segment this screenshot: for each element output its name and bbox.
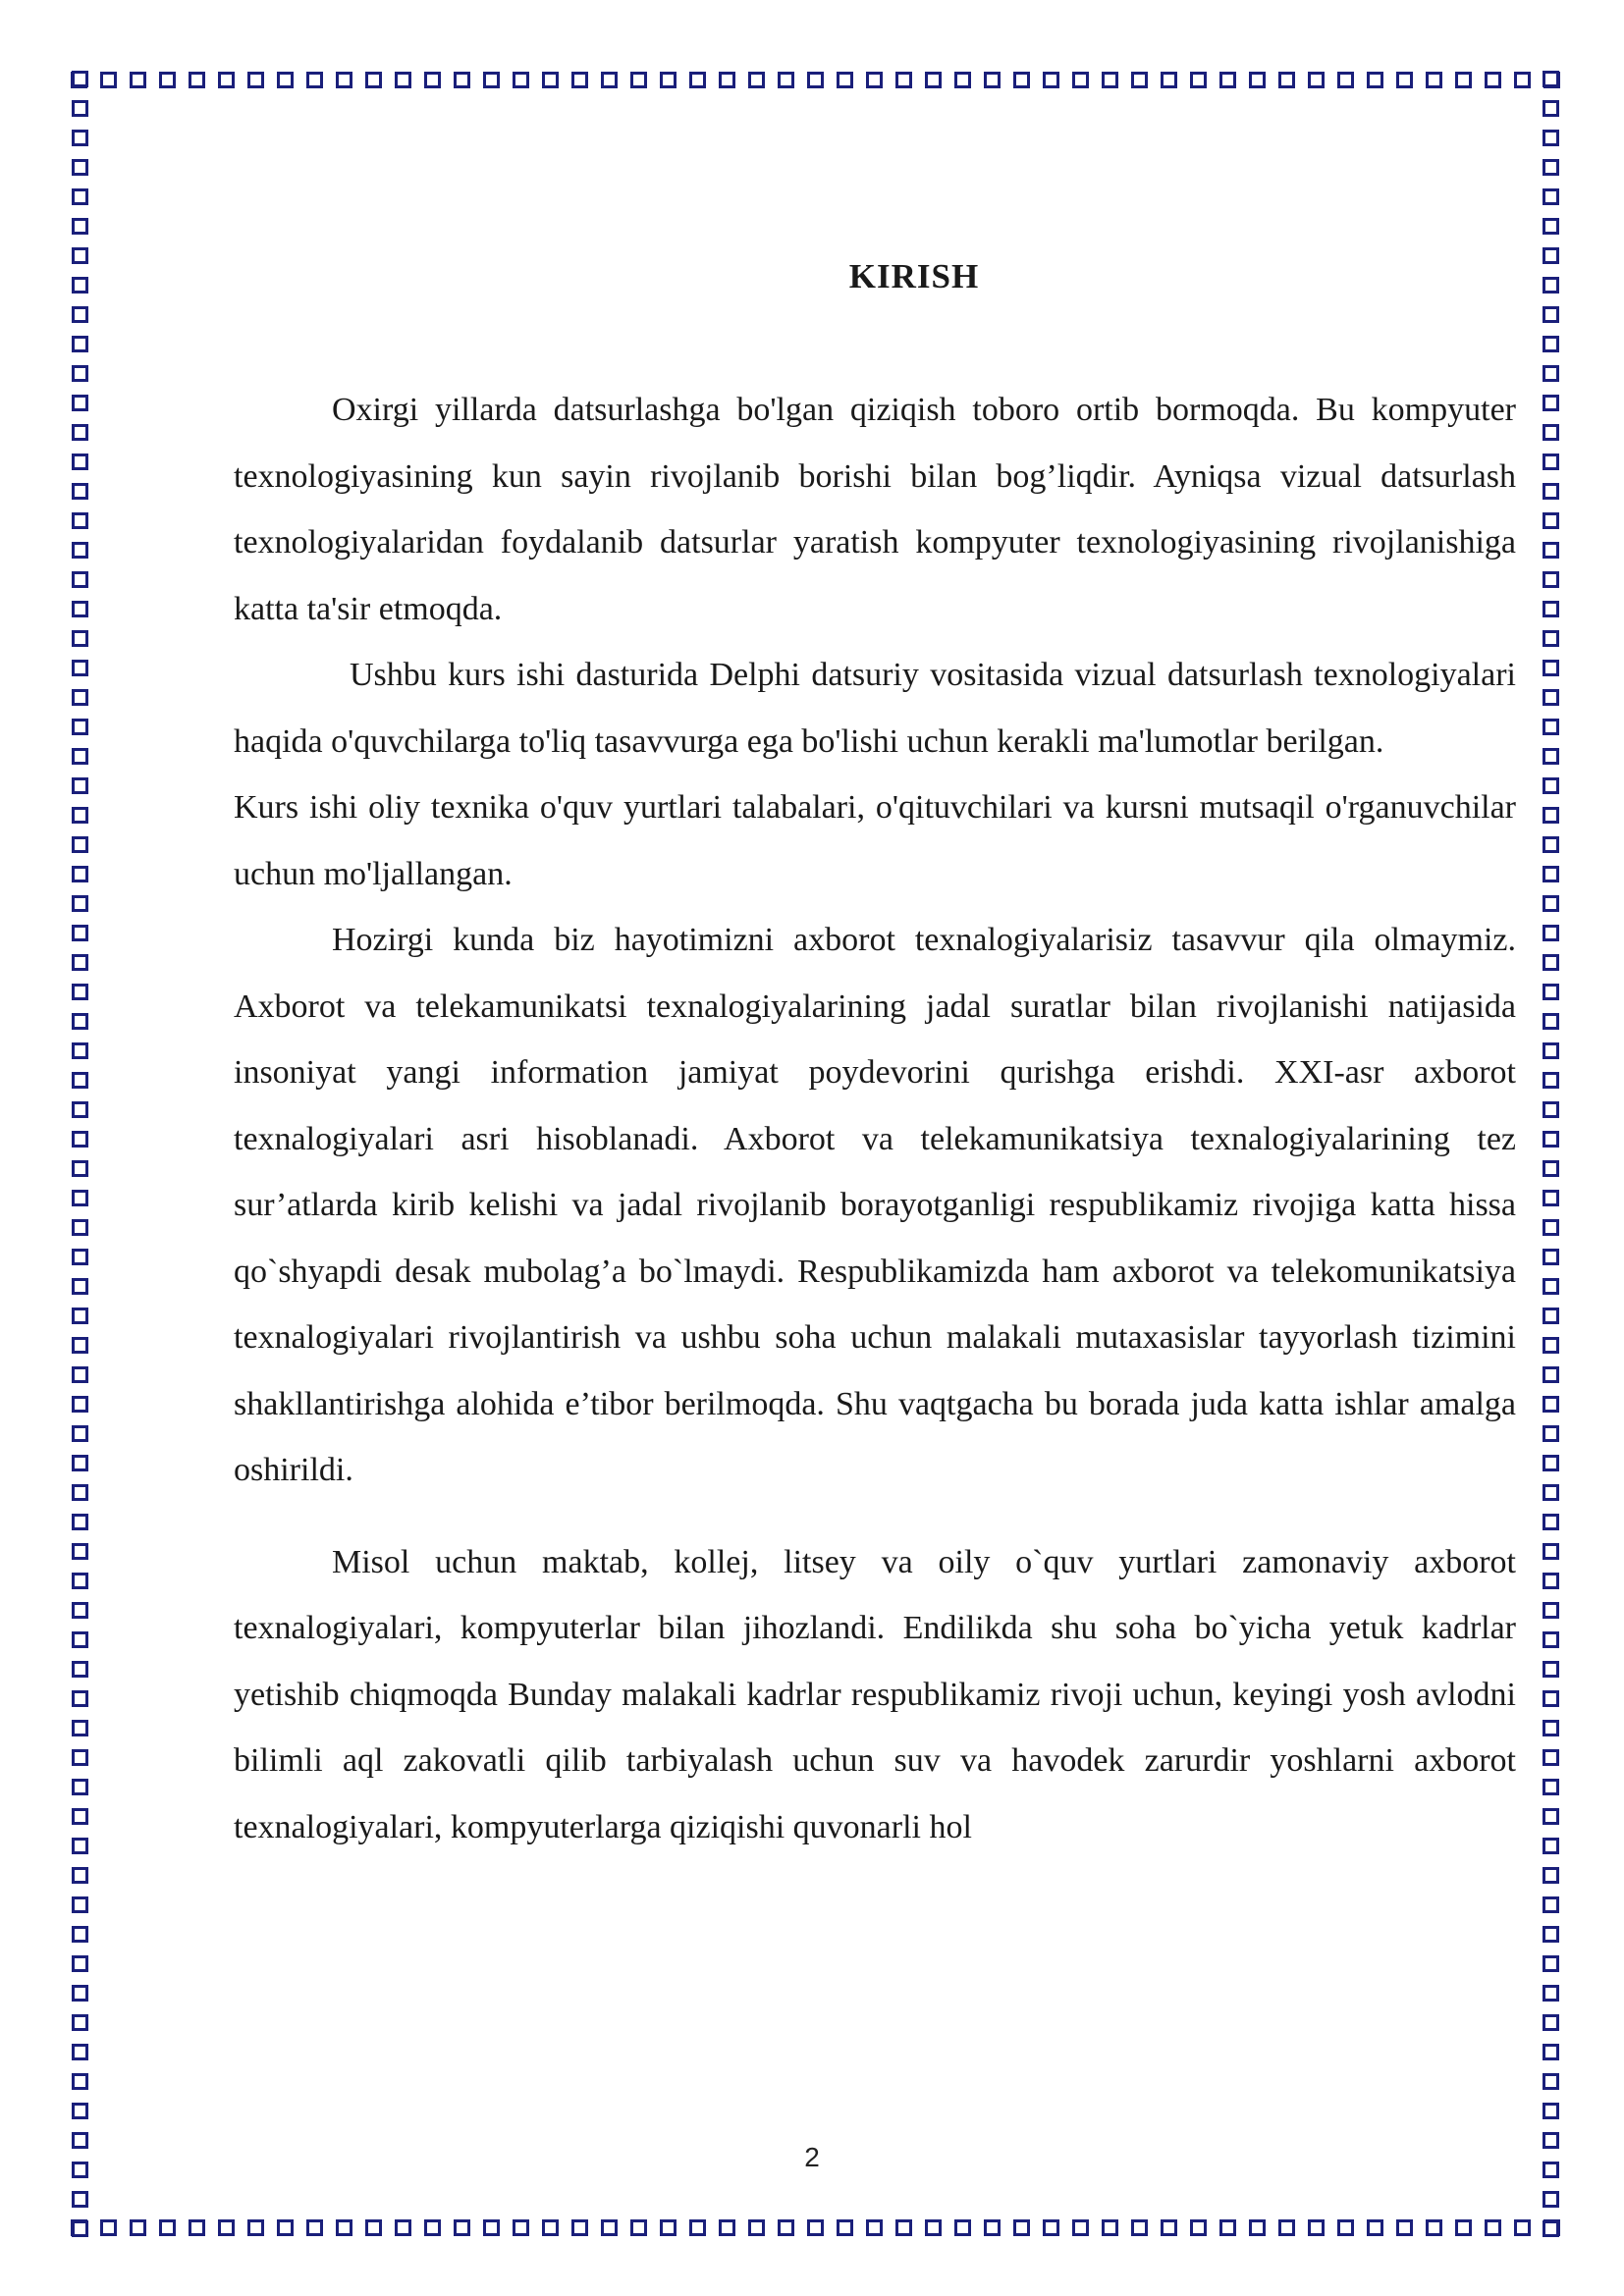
border-tile (837, 2219, 853, 2236)
border-tile (513, 72, 529, 88)
border-tile (277, 72, 294, 88)
border-tile (72, 100, 88, 117)
border-tile (72, 601, 88, 617)
border-tile (1543, 1366, 1559, 1383)
border-tile (1514, 72, 1531, 88)
border-tile (1543, 1543, 1559, 1560)
page-border-top (65, 65, 1567, 96)
border-tile (454, 2219, 470, 2236)
border-tile (1219, 72, 1236, 88)
border-tile (72, 1190, 88, 1206)
border-tile (1543, 954, 1559, 971)
border-tile (1102, 2219, 1118, 2236)
border-tile (72, 954, 88, 971)
border-tile (1043, 72, 1059, 88)
border-tile (1013, 72, 1030, 88)
border-tile (72, 1749, 88, 1766)
border-tile (601, 2219, 618, 2236)
border-tile (1543, 188, 1559, 205)
border-tile (1543, 159, 1559, 176)
border-tile (72, 984, 88, 1000)
border-tile (1543, 1720, 1559, 1736)
border-tile (1337, 2219, 1354, 2236)
border-tile (72, 1455, 88, 1471)
border-tile (336, 2219, 352, 2236)
border-tile (72, 777, 88, 794)
border-tile (1543, 247, 1559, 264)
border-tile (1543, 424, 1559, 441)
border-tile (1543, 2103, 1559, 2119)
border-tile (1543, 689, 1559, 706)
border-tile (130, 72, 146, 88)
border-tile (748, 72, 765, 88)
border-tile (630, 72, 647, 88)
border-tile (1190, 2219, 1207, 2236)
border-tile (925, 2219, 942, 2236)
border-tile (72, 1514, 88, 1530)
border-tile (72, 2220, 88, 2237)
border-tile (483, 72, 500, 88)
border-tile (1543, 512, 1559, 529)
border-tile (513, 2219, 529, 2236)
border-tile (72, 1278, 88, 1295)
border-tile (1543, 2220, 1559, 2237)
border-tile (72, 218, 88, 235)
border-tile (1543, 1278, 1559, 1295)
border-tile (1543, 100, 1559, 117)
border-tile (72, 630, 88, 647)
border-tile (1396, 2219, 1413, 2236)
border-tile (72, 71, 88, 87)
border-tile (1013, 2219, 1030, 2236)
border-tile (72, 807, 88, 824)
border-tile (72, 1337, 88, 1354)
border-tile (1543, 71, 1559, 87)
border-tile (1543, 1631, 1559, 1648)
border-tile (72, 1396, 88, 1413)
border-tile (365, 72, 382, 88)
border-tile (1543, 1867, 1559, 1884)
paragraph-5: Misol uchun maktab, kollej, litsey va oily o`quv yurtlari zamonaviy axborot texnalogiyalari, kompyuterlar bilan jihozlandi. Endilikda shu soha bo`yicha yetuk kadrlar yetishib chiqmoqda Bunday malakali kadrlar respublikamiz rivoji uchun, keyingi yosh avlodni bilimli aql zakovatli qilib tarbiyalash uchun suv va havodek zarurdir yoshlarni axborot texnalogiyalari, kompyuterlarga qiziqishi quvonarli hol (234, 1543, 1516, 1845)
border-tile (1543, 1425, 1559, 1442)
border-tile (1543, 130, 1559, 146)
border-tile (1543, 454, 1559, 470)
border-tile (189, 72, 205, 88)
border-tile (72, 925, 88, 941)
border-tile (1455, 2219, 1472, 2236)
border-tile (866, 2219, 883, 2236)
border-tile (72, 1042, 88, 1059)
border-tile (159, 72, 176, 88)
border-tile (1072, 2219, 1089, 2236)
border-tile (1543, 1749, 1559, 1766)
border-tile (1543, 601, 1559, 617)
border-tile (1543, 1042, 1559, 1059)
border-tile (72, 571, 88, 588)
border-tile (807, 2219, 824, 2236)
paragraph-3: Kurs ishi oliy texnika o'quv yurtlari talabalari, o'qituvchilari va kursni mutsaqil o'rganuvchilar uchun mo'ljallangan. (234, 789, 1516, 892)
border-tile (365, 2219, 382, 2236)
border-tile (72, 1484, 88, 1501)
border-tile (72, 1896, 88, 1913)
border-tile (1543, 218, 1559, 235)
border-tile (72, 2191, 88, 2208)
border-tile (1543, 866, 1559, 882)
border-tile (72, 1779, 88, 1795)
border-tile (1426, 2219, 1442, 2236)
border-tile (1426, 72, 1442, 88)
border-tile (1543, 1013, 1559, 1030)
border-tile (72, 1308, 88, 1324)
border-tile (1543, 1308, 1559, 1324)
border-tile (630, 2219, 647, 2236)
border-tile (1543, 571, 1559, 588)
border-tile (1161, 2219, 1177, 2236)
border-tile (72, 365, 88, 382)
border-tile (72, 1160, 88, 1177)
border-tile (1131, 2219, 1148, 2236)
border-tile (72, 1573, 88, 1589)
border-tile (72, 395, 88, 411)
border-tile (1367, 72, 1383, 88)
border-tile (72, 247, 88, 264)
border-tile (72, 424, 88, 441)
border-tile (1543, 1602, 1559, 1619)
border-tile (72, 1867, 88, 1884)
border-tile (72, 1101, 88, 1118)
border-tile (72, 689, 88, 706)
border-tile (1278, 72, 1295, 88)
border-tile (571, 72, 588, 88)
border-tile (1543, 365, 1559, 382)
border-tile (1543, 1131, 1559, 1148)
border-tile (72, 1985, 88, 2002)
border-tile (954, 2219, 971, 2236)
border-tile (1514, 2219, 1531, 2236)
border-tile (72, 512, 88, 529)
border-tile (1131, 72, 1148, 88)
border-tile (1249, 2219, 1266, 2236)
border-tile (189, 2219, 205, 2236)
border-tile (159, 2219, 176, 2236)
border-tile (1543, 1779, 1559, 1795)
border-tile (1190, 72, 1207, 88)
border-tile (1455, 72, 1472, 88)
border-tile (660, 72, 677, 88)
border-tile (336, 72, 352, 88)
border-tile (72, 1602, 88, 1619)
border-tile (1543, 1661, 1559, 1678)
border-tile (1072, 72, 1089, 88)
border-tile (72, 159, 88, 176)
border-tile (1278, 2219, 1295, 2236)
border-tile (72, 1131, 88, 1148)
border-tile (1543, 1190, 1559, 1206)
border-tile (925, 72, 942, 88)
border-tile (542, 2219, 559, 2236)
paragraph-4: Hozirgi kunda biz hayotimizni axborot texnalogiyalarisiz tasavvur qila olmaymiz. Axborot va telekamunikatsi texnalogiyalarining jadal suratlar bilan rivojlanishi natijasida insoniyat yangi information jamiyat poydevorini qurishga erishdi. XXI-asr axborot texnalogiyalari asri hisoblanadi. Axborot va telekamunikatsiya texnalogiyalarining tez sur’atlarda kirib kelishi va jadal rivojlanib borayotganligi respublikamiz rivojiga katta hissa qo`shyapdi desak mubolag’a bo`lmaydi. Respublikamizda ham axborot va telekomunikatsiya texnalogiyalari rivojlantirish va ushbu soha uchun malakali mutaxasislar tayyorlash tizimini shakllantirishga alohida e’tibor berilmoqda. Shu vaqtgacha bu borada juda katta ishlar amalga oshirildi. (234, 922, 1516, 1488)
border-tile (306, 72, 323, 88)
border-tile (1543, 395, 1559, 411)
border-tile (1543, 2073, 1559, 2090)
border-tile (1308, 2219, 1325, 2236)
border-tile (571, 2219, 588, 2236)
border-tile (1543, 2014, 1559, 2031)
border-tile (807, 72, 824, 88)
border-tile (1543, 984, 1559, 1000)
border-tile (277, 2219, 294, 2236)
border-tile (247, 72, 264, 88)
border-tile (1543, 1160, 1559, 1177)
border-tile (72, 1808, 88, 1825)
paragraph-2: Ushbu kurs ishi dasturida Delphi datsuriy vositasida vizual datsurlash texnologiyalari haqida o'quvchilarga to'liq tasavvurga ega bo'lishi uchun kerakli ma'lumotlar berilgan. (234, 657, 1516, 760)
border-tile (689, 72, 706, 88)
border-tile (1367, 2219, 1383, 2236)
border-tile (1543, 895, 1559, 912)
border-tile (1543, 1101, 1559, 1118)
border-tile (72, 1631, 88, 1648)
border-tile (1543, 777, 1559, 794)
border-tile (72, 130, 88, 146)
page-body (234, 257, 1516, 1860)
border-tile (1396, 72, 1413, 88)
border-tile (1543, 630, 1559, 647)
border-tile (984, 72, 1001, 88)
border-tile (72, 336, 88, 352)
border-tile (1543, 2191, 1559, 2208)
border-tile (778, 72, 794, 88)
border-tile (1543, 748, 1559, 765)
border-tile (719, 72, 735, 88)
border-tile (72, 1366, 88, 1383)
border-tile (72, 1013, 88, 1030)
border-tile (72, 2103, 88, 2119)
border-tile (72, 1690, 88, 1707)
border-tile (72, 1072, 88, 1089)
border-tile (424, 72, 441, 88)
border-tile (1543, 1896, 1559, 1913)
border-tile (1543, 1219, 1559, 1236)
border-tile (72, 1425, 88, 1442)
border-tile (689, 2219, 706, 2236)
border-tile (424, 2219, 441, 2236)
border-tile (72, 1926, 88, 1943)
border-tile (72, 483, 88, 500)
border-tile (1543, 1337, 1559, 1354)
border-tile (1543, 660, 1559, 676)
border-tile (1543, 277, 1559, 294)
border-tile (954, 72, 971, 88)
border-tile (1485, 2219, 1501, 2236)
page-border-left (65, 65, 96, 2244)
border-tile (1543, 1985, 1559, 2002)
border-tile (72, 1219, 88, 1236)
border-tile (72, 1955, 88, 1972)
border-tile (72, 1720, 88, 1736)
border-tile (1043, 2219, 1059, 2236)
border-tile (1543, 306, 1559, 323)
border-tile (72, 2014, 88, 2031)
border-tile (218, 72, 235, 88)
border-tile (1308, 72, 1325, 88)
border-tile (1249, 72, 1266, 88)
border-tile (72, 1249, 88, 1265)
border-tile (72, 866, 88, 882)
border-tile (72, 719, 88, 735)
border-tile (1543, 1514, 1559, 1530)
border-tile (984, 2219, 1001, 2236)
border-tile (542, 72, 559, 88)
border-tile (895, 72, 912, 88)
border-tile (72, 454, 88, 470)
border-tile (1337, 72, 1354, 88)
border-tile (1543, 719, 1559, 735)
page-border-bottom (65, 2213, 1567, 2244)
border-tile (72, 836, 88, 853)
border-tile (1543, 1955, 1559, 1972)
border-tile (483, 2219, 500, 2236)
border-tile (454, 72, 470, 88)
border-tile (1543, 2044, 1559, 2060)
border-tile (1219, 2219, 1236, 2236)
border-tile (72, 542, 88, 559)
border-tile (72, 748, 88, 765)
border-tile (72, 895, 88, 912)
border-tile (1543, 1838, 1559, 1854)
border-tile (72, 188, 88, 205)
border-tile (1543, 1573, 1559, 1589)
border-tile (1543, 836, 1559, 853)
border-tile (72, 277, 88, 294)
border-tile (1543, 336, 1559, 352)
border-tile (1543, 542, 1559, 559)
border-tile (1543, 1926, 1559, 1943)
border-tile (72, 1543, 88, 1560)
border-tile (1543, 1690, 1559, 1707)
border-tile (1102, 72, 1118, 88)
border-tile (72, 1661, 88, 1678)
border-tile (601, 72, 618, 88)
paragraph-1: Oxirgi yillarda datsurlashga bo'lgan qiziqish toboro ortib bormoqda. Bu kompyuter texnologiyasining kun sayin rivojlanib borishi bilan bog’liqdir. Ayniqsa vizual datsurlash texnologiyalaridan foydalanib datsurlar yaratish kompyuter texnologiyasining rivojlanishiga katta ta'sir etmoqda. (234, 392, 1516, 627)
border-tile (866, 72, 883, 88)
border-tile (72, 660, 88, 676)
page-number: 2 (804, 2142, 820, 2172)
border-tile (1543, 483, 1559, 500)
border-tile (660, 2219, 677, 2236)
border-tile (1543, 1072, 1559, 1089)
border-tile (1161, 72, 1177, 88)
border-tile (1543, 807, 1559, 824)
border-tile (1543, 925, 1559, 941)
border-tile (395, 2219, 411, 2236)
border-tile (895, 2219, 912, 2236)
border-tile (837, 72, 853, 88)
border-tile (100, 2219, 117, 2236)
border-tile (218, 2219, 235, 2236)
border-tile (72, 1838, 88, 1854)
border-tile (748, 2219, 765, 2236)
border-tile (778, 2219, 794, 2236)
border-tile (72, 2073, 88, 2090)
border-tile (719, 2219, 735, 2236)
section-heading: KIRISH (848, 257, 980, 295)
border-tile (72, 306, 88, 323)
border-tile (1543, 1455, 1559, 1471)
border-tile (395, 72, 411, 88)
border-tile (1543, 1396, 1559, 1413)
page-border-right (1536, 65, 1567, 2244)
border-tile (1485, 72, 1501, 88)
border-tile (1543, 1808, 1559, 1825)
border-tile (100, 72, 117, 88)
border-tile (1543, 1249, 1559, 1265)
border-tile (72, 2044, 88, 2060)
border-tile (306, 2219, 323, 2236)
border-tile (1543, 1484, 1559, 1501)
border-tile (247, 2219, 264, 2236)
border-tile (130, 2219, 146, 2236)
